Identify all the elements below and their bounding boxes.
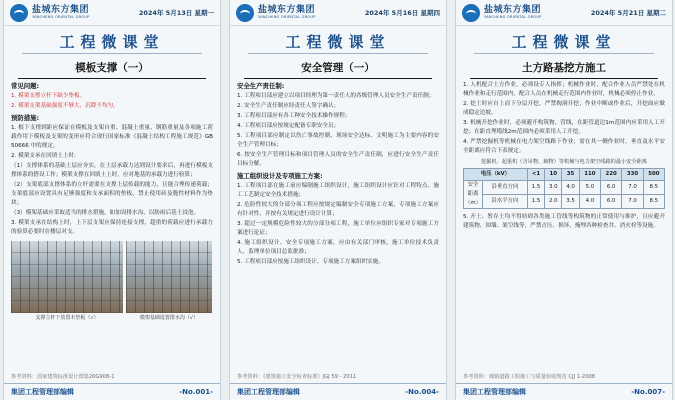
table-cell: 7.0 — [622, 195, 643, 209]
footer-editor: 集团工程管理部编辑 — [237, 388, 300, 396]
card-body — [456, 81, 672, 231]
footer-editor: 集团工程管理部编辑 — [463, 388, 526, 396]
table-cell: 4.0 — [579, 195, 600, 209]
table-header: 500 — [643, 169, 664, 181]
table-header: 330 — [622, 169, 643, 181]
rule-item: 5. 工程项目部应制定以伤亡事故控制、现场安全达标、文明施工为主要内容的安全生产管理目标； — [237, 133, 439, 148]
card-header — [230, 0, 446, 26]
table-cell: 5.0 — [579, 181, 600, 195]
table-header-row — [464, 169, 665, 181]
table-cell: 3.0 — [545, 181, 562, 195]
masthead-title: 工程微课堂 — [59, 32, 165, 51]
issue-date: 2024年 5月21日 星期二 — [590, 9, 666, 17]
table-row-label: 沿垂直方向 — [483, 181, 528, 195]
card-footer — [4, 383, 220, 400]
issue-number: -No.004- — [405, 388, 439, 396]
table-cell: 2.0 — [545, 195, 562, 209]
card-header — [456, 0, 672, 26]
table-group-cell: 安全距离（m） — [464, 181, 483, 209]
issue-number: -No.001- — [179, 388, 213, 396]
rule-item: 5. 开土、暂存土均不得妨碍各类施工管线等构筑物的正常使用与维护，且应避开建筑物、围墙、架空线等，严禁占压、损坏、掩埋各种检查井、消火栓等设施。 — [463, 214, 665, 229]
measure-item: （2）支架底部支撑体系的立杆需要在支撑上层传载的能力，且能合理传递荷载；支架底部应设置具有足够强度和支承面积的垫板，禁止使用砖及脆性材料作为垫块； — [11, 182, 213, 206]
bulletin-card-1 — [3, 0, 221, 400]
table-cell: 1.5 — [527, 195, 544, 209]
support-pad-photo — [11, 241, 123, 313]
masthead-title: 工程微课堂 — [285, 32, 391, 51]
table-cell: 4.0 — [562, 181, 579, 195]
reference-note: 参考资料：国家建筑标准设计图集20G908-1 — [11, 374, 115, 380]
bulletin-card-3 — [455, 0, 673, 400]
table-header: 35 — [562, 169, 579, 181]
brand-name: 盐城东方集团 — [32, 4, 90, 15]
card-footer — [230, 383, 446, 400]
problem-item: 2. 模架支架基础强度不够大，沉降不均匀。 — [11, 103, 119, 109]
table-cell: 8.5 — [643, 181, 664, 195]
topic-title: 安全管理（一） — [301, 62, 375, 74]
drainage-ditch-photo — [126, 241, 212, 313]
masthead — [230, 26, 446, 56]
rule-item: 4. 严禁挖掘机等机械在电力架空线路下作业；需在其一侧作业时，垂直及水平安全距离应符合下表规定。 — [463, 139, 665, 154]
topic-divider — [244, 78, 432, 79]
table-row — [464, 195, 665, 209]
brand-name: 盐城东方集团 — [258, 4, 316, 15]
table-caption: 挖掘机、起重机（含吊物、载物）等机械与电力架空线路的最小安全距离 — [480, 159, 647, 165]
issue-number: -No.007- — [631, 388, 665, 396]
table-cell: 6.0 — [601, 181, 622, 195]
measure-item: 2. 模架支承在回填土上时: — [11, 153, 76, 159]
card-body — [230, 82, 446, 267]
photo-row — [11, 241, 213, 313]
rule-item: 1. 工程项目部在施工前应编制施工组织设计，施工组织设计应针对工程特点、施工工艺制定安全技术措施； — [237, 183, 439, 198]
rule-item: 5. 工程项目部应按施工组织设计、专项施工方案组织实施。 — [237, 259, 384, 265]
reference-note: 参考资料：城镇道路工程施工与质量验收规范 CJJ 1-2008 — [463, 374, 596, 380]
measure-item: （1）支撑体系的基础土层应夯实，在土层承载力达到设计要求后，再进行模板支撑体系的搭设工作；模架支撑在回填土上时，应对地基的承载力进行验算； — [11, 163, 213, 178]
topic-title: 模板支撑（一） — [75, 62, 149, 74]
brand-name-en: YANCHENG ORIENTAL GROUP — [484, 14, 542, 19]
card-footer — [456, 383, 672, 400]
table-row — [464, 181, 665, 195]
table-header: 110 — [579, 169, 600, 181]
footer-editor: 集团工程管理部编辑 — [11, 388, 74, 396]
brand-name-en: YANCHENG ORIENTAL GROUP — [32, 14, 90, 19]
issue-date: 2024年 5月16日 星期四 — [364, 9, 440, 17]
table-header: 10 — [545, 169, 562, 181]
rule-item: 2. 挖土时应自上而下分层开挖，严禁掏洞开挖；作业中断或作业后，开挖面应做成稳定边坡。 — [463, 101, 665, 116]
rule-item: 3. 超过一定规模危险性较大的分部分项工程，施工单位应组织专家对专项施工方案进行论证； — [237, 221, 439, 236]
topic-divider — [18, 78, 206, 79]
safety-distance-table — [463, 168, 665, 209]
table-header: 220 — [601, 169, 622, 181]
photo-captions — [11, 314, 213, 323]
rule-item: 4. 施工组织设计、安全专项施工方案，应由有关部门审核，施工单位技术负责人、监理单位项目总监批准； — [237, 240, 439, 255]
rule-item: 1. 人机配合土方作业，必须设专人指挥；机械作业时，配合作业人员严禁处在机械作业和走行范围内，配合人员在机械走行范围内作业时，机械必须停止作业。 — [463, 82, 665, 97]
rule-item: 3. 工程项目部应有各工种安全技术操作规程； — [237, 113, 351, 119]
rule-item: 4. 工程项目部应按规定配备专职安全员； — [237, 123, 340, 129]
issue-date: 2024年 5月13日 星期一 — [138, 9, 214, 17]
table-cell: 8.5 — [643, 195, 664, 209]
table-cell: 3.5 — [562, 195, 579, 209]
rule-item: 3. 机械开挖作业时，必须避开构筑物、管线，在距管道边1m范围内应采用人工开挖；在距直埋缆线2m范围内必须采用人工开挖。 — [463, 120, 665, 135]
company-logo-icon — [10, 4, 28, 22]
reference-note: 参考资料：《建筑施工安全检查标准》JGJ 59 - 2011 — [237, 374, 357, 380]
section-heading: 安全生产责任制: — [237, 82, 285, 90]
bulletin-card-2 — [229, 0, 447, 400]
brand-name-en: YANCHENG ORIENTAL GROUP — [258, 14, 316, 19]
measure-item: 3. 模架支承在结构上时，上下层支架应保持连接支撑，超重的荷载应进行承载力的验算必要时在楼层对支。 — [11, 220, 213, 235]
card-header — [4, 0, 220, 26]
section-heading: 常见问题: — [11, 82, 40, 90]
problem-item: 1. 模架支撑立杆下缺少垫板。 — [11, 93, 86, 99]
photo-caption: 支撑立杆下放置木垫板（√） — [35, 315, 99, 321]
table-header: <1 — [527, 169, 544, 181]
rule-item: 1. 工程项目部应建立以项目经理为第一责任人的各级管理人员安全生产责任制； — [237, 93, 435, 99]
table-cell: 7.0 — [622, 181, 643, 195]
table-cell: 1.5 — [527, 181, 544, 195]
masthead — [456, 26, 672, 56]
table-row-label: 沿水平方向 — [483, 195, 528, 209]
measure-item: （3）模架基础应采取适当的排水措施，如加设排水沟，以防雨后基土浸泡。 — [11, 210, 200, 216]
brand-name: 盐城东方集团 — [484, 4, 542, 15]
topic-title: 土方路基挖方施工 — [522, 62, 606, 74]
company-logo-text — [484, 6, 542, 20]
rule-item: 2. 安全生产责任制应经责任人签字确认； — [237, 103, 340, 109]
company-logo-icon — [236, 4, 254, 22]
rule-item: 2. 危险性较大的分部分项工程应按规定编制安全专项施工方案，专项施工方案应有针对性，并按有关规定进行设计计算； — [237, 202, 439, 217]
masthead-title: 工程微课堂 — [511, 32, 617, 51]
company-logo-text — [32, 6, 90, 20]
section-heading: 预防措施: — [11, 114, 40, 122]
table-cell: 6.0 — [601, 195, 622, 209]
topic-divider — [470, 78, 658, 79]
company-logo-icon — [462, 4, 480, 22]
section-heading: 施工组织设计及专项施工方案: — [237, 172, 323, 180]
card-body — [4, 82, 220, 323]
company-logo-text — [258, 6, 316, 20]
masthead — [4, 26, 220, 56]
rule-item: 6. 按安全生产管理目标和项目管理人员的安全生产责任制，应进行安全生产责任目标分解。 — [237, 152, 439, 167]
photo-caption: 模架基础设置排水沟（√） — [139, 315, 199, 321]
measure-item: 1. 根下支撑到距应保证在模板及支架自重、混凝土重量、钢筋重量及各项施工荷载作用下模板及支架的变形应符合现行国家标准《混凝土结构工程施工规范》GB 50666 中的规定。 — [11, 125, 213, 149]
table-header: 电压（kV） — [464, 169, 528, 181]
